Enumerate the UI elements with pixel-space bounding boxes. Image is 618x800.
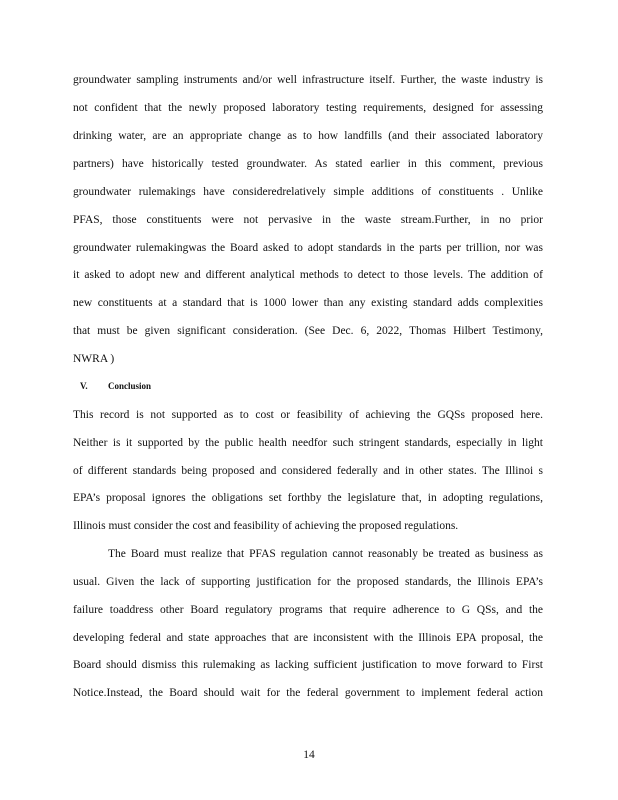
body-text-line: The Board must realize that PFAS regulation cannot reasonably be treated as business as [108, 548, 543, 560]
body-text-line: groundwater rulemakings have consideredrelatively simple additions of constituents . Unlike [73, 186, 543, 198]
body-text-line: PFAS, those constituents were not pervasive in the waste stream.Further, in no prior [73, 214, 543, 226]
body-text-line: failure toaddress other Board regulatory programs that require adherence to G QSs, and the [73, 604, 543, 616]
body-text-line: partners) have historically tested groundwater. As stated earlier in this comment, previous [73, 158, 543, 170]
body-text-line: Neither is it supported by the public health needfor such stringent standards, especially in light [73, 437, 543, 449]
body-text-line: Notice.Instead, the Board should wait for the federal government to implement federal action [73, 687, 543, 699]
body-text-line: This record is not supported as to cost or feasibility of achieving the GQSs proposed here. [73, 409, 543, 421]
section-heading-title: Conclusion [108, 381, 152, 391]
body-text-line: of different standards being proposed and considered federally and in other states. The Illinoi s [73, 465, 543, 477]
body-text-line: NWRA ) [73, 353, 115, 365]
body-text-line: new constituents at a standard that is 1000 lower than any existing standard adds complexities [73, 297, 543, 309]
body-text-line: that must be given significant consideration. (See Dec. 6, 2022, Thomas Hilbert Testimony, [73, 325, 543, 337]
section-heading-number: V. [80, 381, 88, 391]
body-text-line: groundwater sampling instruments and/or well infrastructure itself. Further, the waste industry is [73, 74, 543, 86]
body-text-line: groundwater rulemakingwas the Board asked to adopt standards in the parts per trillion, nor was [73, 242, 543, 254]
page-number: 14 [303, 749, 315, 761]
section-heading [80, 380, 151, 392]
body-text-line: usual. Given the lack of supporting justification for the proposed standards, the Illinois EPA’s [73, 576, 543, 588]
body-text-line: drinking water, are an appropriate change as to how landfills (and their associated laboratory [73, 130, 543, 142]
body-text-line: not confident that the newly proposed laboratory testing requirements, designed for assessing [73, 102, 543, 114]
body-text-line: Illinois must consider the cost and feasibility of achieving the proposed regulations. [73, 520, 459, 532]
body-text-line: developing federal and state approaches that are inconsistent with the Illinois EPA proposal, the [73, 632, 543, 644]
body-text-line: EPA’s proposal ignores the obligations set forthby the legislature that, in adopting regulations, [73, 492, 543, 504]
body-text-line: Board should dismiss this rulemaking as lacking sufficient justification to move forward to First [73, 659, 543, 671]
body-text-line: it asked to adopt new and different analytical methods to detect to those levels. The addition of [73, 269, 543, 281]
